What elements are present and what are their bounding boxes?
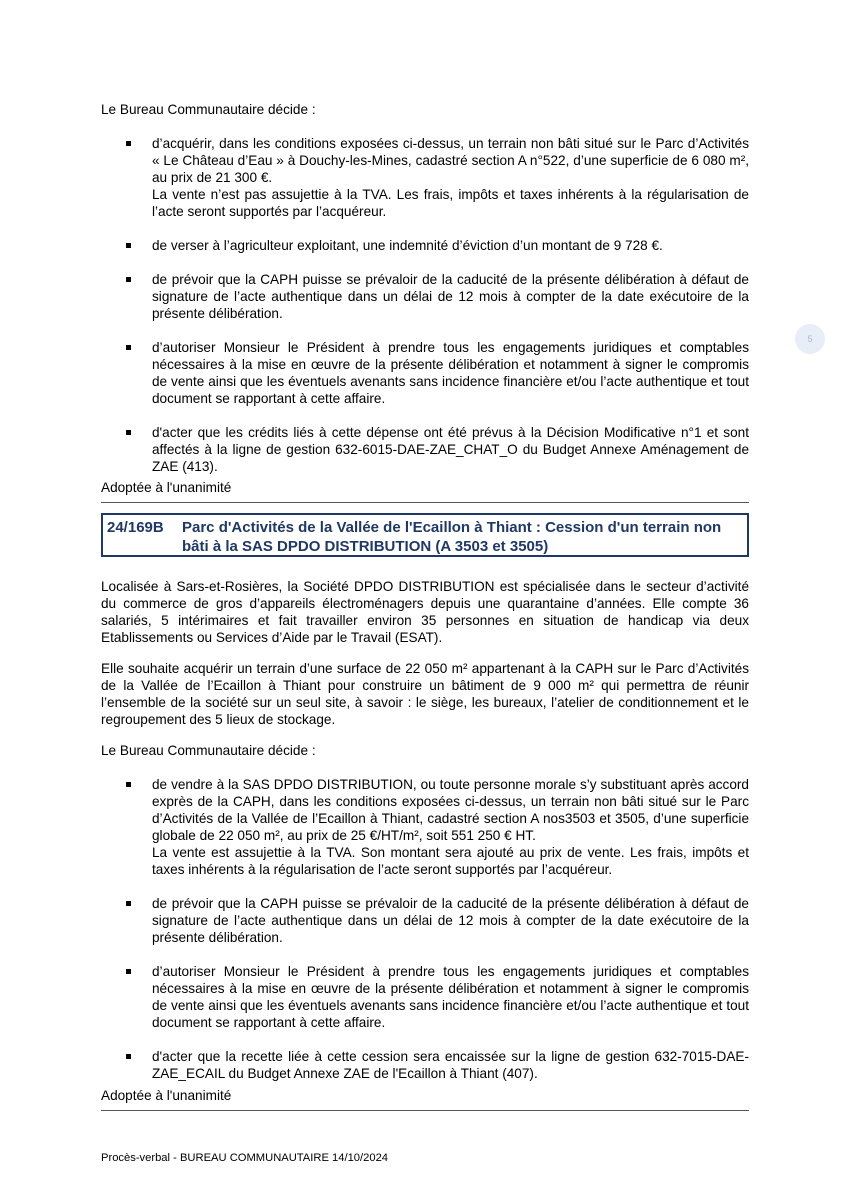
- bullet-icon: [126, 243, 131, 248]
- decision-intro: Le Bureau Communautaire décide :: [101, 743, 316, 758]
- bullet-text: La vente n’est pas assujettie à la TVA. Les frais, impôts et taxes inhérents à la régularisation de l’acte seront supportés par l’acquéreur.: [152, 187, 749, 219]
- page-number-badge: 5: [795, 324, 825, 354]
- bullet-icon: [126, 141, 131, 146]
- second-decision-list: [101, 776, 749, 1099]
- list-item: [101, 271, 749, 322]
- bullet-text: d'acter que la recette liée à cette cession sera encaissée sur la ligne de gestion 632-7015-DAE-ZAE_ECAIL du Budget Annexe ZAE de l'Ecaillon à Thiant (407).: [152, 1049, 749, 1081]
- list-item: [101, 776, 749, 878]
- list-item: [101, 339, 749, 407]
- list-item: [101, 963, 749, 1031]
- list-item: [101, 1048, 749, 1082]
- bullet-icon: [126, 969, 131, 974]
- bullet-icon: [126, 1054, 131, 1059]
- bullet-icon: [126, 782, 131, 787]
- bullet-icon: [126, 901, 131, 906]
- adoption-status: Adoptée à l'unanimité: [101, 480, 232, 495]
- bullet-icon: [126, 345, 131, 350]
- divider: [101, 1110, 749, 1111]
- adoption-status: Adoptée à l'unanimité: [101, 1088, 232, 1103]
- page-footer: Procès-verbal - BUREAU COMMUNAUTAIRE 14/10/2024: [101, 1152, 389, 1164]
- bullet-icon: [126, 277, 131, 282]
- bullet-text: d’autoriser Monsieur le Président à prendre tous les engagements juridiques et comptables nécessaires à la mise en œuvre de la présente délibération et notamment à signer le compromis de vente ainsi que les éventuels avenants sans incidence financière et/ou l’acte authentique et tout document se rapportant à cette affaire.: [152, 964, 749, 1030]
- section-title: Parc d'Activités de la Vallée de l'Ecaillon à Thiant : Cession d'un terrain non bâti à la SAS DPDO DISTRIBUTION (A 3503 et 3505): [182, 519, 722, 555]
- first-decision-list: [101, 135, 749, 492]
- list-item: [101, 895, 749, 946]
- bullet-text: de prévoir que la CAPH puisse se prévaloir de la caducité de la présente délibération à défaut de signature de l’acte authentique dans un délai de 12 mois à compter de la date exécutoire de la présente délibération.: [152, 272, 749, 321]
- project-paragraph: Elle souhaite acquérir un terrain d’une surface de 22 050 m² appartenant à la CAPH sur le Parc d’Activités de la Vallée de l’Ecaillon à Thiant pour construire un bâtiment de 9 000 m² qui permettra de réunir l’ensemble de la société sur un seul site, à savoir : le siège, les bureaux, l’atelier de conditionnement et le regroupement des 5 lieux de stockage.: [101, 661, 749, 727]
- section-title-box: [101, 513, 749, 557]
- company-paragraph: Localisée à Sars-et-Rosières, la Société DPDO DISTRIBUTION est spécialisée dans le secteur d’activité du commerce de gros d’appareils électroménagers depuis une quarantaine d’années. Elle compte 36 salariés, 5 intérimaires et fait travailler environ 35 personnes en situation de handicap via deux Etablissements ou Services d’Aide par le Travail (ESAT).: [101, 579, 749, 645]
- bullet-icon: [126, 430, 131, 435]
- decision-intro: Le Bureau Communautaire décide :: [101, 102, 316, 117]
- section-code: 24/169B: [107, 519, 164, 536]
- bullet-text: La vente est assujettie à la TVA. Son montant sera ajouté au prix de vente. Les frais, impôts et taxes inhérents à la régularisation de l’acte seront supportés par l’acquéreur.: [152, 845, 749, 877]
- bullet-text: de prévoir que la CAPH puisse se prévaloir de la caducité de la présente délibération à défaut de signature de l’acte authentique dans un délai de 12 mois à compter de la date exécutoire de la présente délibération.: [152, 896, 749, 945]
- bullet-text: d’acquérir, dans les conditions exposées ci-dessus, un terrain non bâti situé sur le Parc d’Activités « Le Château d’Eau » à Douchy-les-Mines, cadastré section A n°522, d’une superficie de 6 080 m², au prix de 21 300 €.: [152, 136, 749, 185]
- list-item: [101, 424, 749, 475]
- bullet-text: de verser à l’agriculteur exploitant, une indemnité d’éviction d’un montant de 9 728 €.: [152, 238, 663, 253]
- divider: [101, 502, 749, 503]
- list-item: [101, 135, 749, 220]
- bullet-text: de vendre à la SAS DPDO DISTRIBUTION, ou toute personne morale s’y substituant après accord exprès de la CAPH, dans les conditions exposées ci-dessus, un terrain non bâti situé sur le Parc d’Activités de la Vallée de l’Ecaillon à Thiant, cadastré section A nos3503 et 3505, d’une superficie globale de 22 050 m², au prix de 25 €/HT/m², soit 551 250 € HT.: [152, 777, 749, 843]
- bullet-text: d’autoriser Monsieur le Président à prendre tous les engagements juridiques et comptables nécessaires à la mise en œuvre de la présente délibération et notamment à signer le compromis de vente ainsi que les éventuels avenants sans incidence financière et/ou l’acte authentique et tout document se rapportant à cette affaire.: [152, 340, 749, 406]
- list-item: [101, 237, 749, 254]
- bullet-text: d'acter que les crédits liés à cette dépense ont été prévus à la Décision Modificative n°1 et sont affectés à la ligne de gestion 632-6015-DAE-ZAE_CHAT_O du Budget Annexe Aménagement de ZAE (413).: [152, 425, 749, 474]
